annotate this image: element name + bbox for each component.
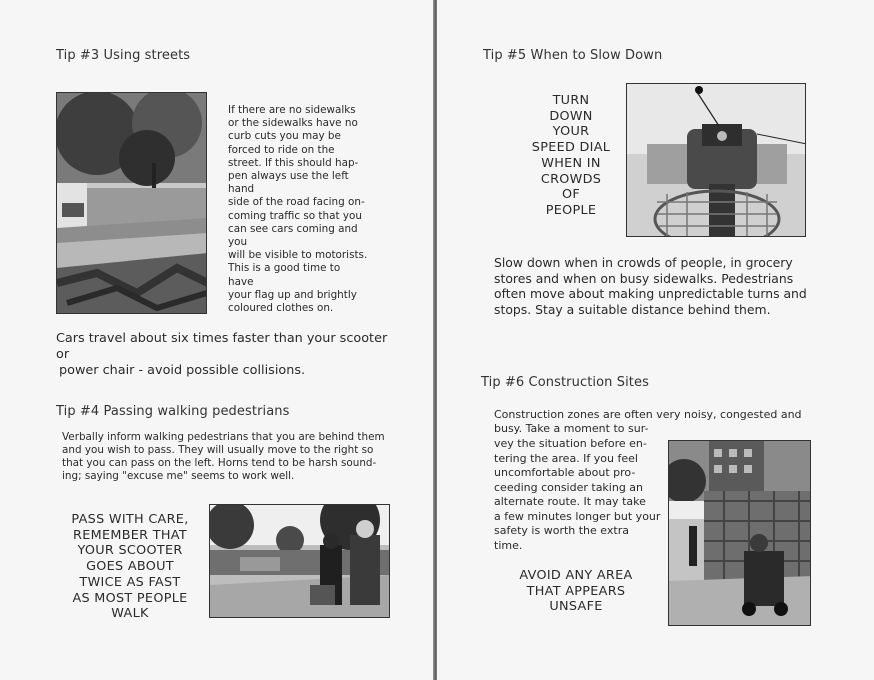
tip6-body-line: safety is worth the extra: [494, 524, 629, 537]
tip6-body-full: [494, 408, 814, 437]
tip5-body-line: stops. Stay a suitable distance behind them.: [494, 301, 771, 317]
tip6-body-line: Construction zones are often very noisy, congested and: [494, 408, 802, 421]
collision-note-line2: or: [56, 347, 70, 362]
callout-line: YOUR: [552, 124, 590, 140]
callout-line: TURN: [552, 93, 590, 108]
tip3-body-line: side of the road facing on-: [228, 196, 365, 209]
tip6-title: Tip #6 Construction Sites: [481, 375, 649, 390]
tip6-body-line: vey the situation before en-: [494, 437, 647, 450]
tip3-body-line: forced to ride on the: [228, 143, 335, 156]
tip6-body-line: a few minutes longer but your: [494, 509, 661, 523]
pedestrians-photo-icon: [209, 504, 390, 618]
callout-line: PASS WITH CARE,: [71, 512, 189, 527]
callout-line: UNSAFE: [549, 599, 603, 615]
tip3-body-line: your flag up and brightly: [228, 288, 357, 301]
tip4-body-line: and you wish to pass. They will usually move to the right so: [62, 444, 374, 456]
tip3-body-line: coming traffic so that you: [228, 209, 362, 222]
tip4-body-line: that you can pass on the left. Horns tend to be harsh sound-: [62, 457, 377, 469]
tip3-body-line: street. If this should hap-: [228, 156, 359, 169]
tip3-body-line: curb cuts you may be: [228, 130, 341, 143]
callout-line: REMEMBER THAT: [73, 527, 187, 543]
tip3-body-line: will be visible to motorists.: [228, 249, 368, 262]
callout-line: THAT APPEARS: [526, 583, 626, 599]
tip5-body-line: often move about making unpredictable turns and: [494, 286, 807, 302]
callout-line: TWICE AS FAST: [79, 574, 181, 590]
callout-line: SPEED DIAL: [531, 140, 611, 156]
tip4-title: Tip #4 Passing walking pedestrians: [56, 404, 290, 419]
tip3-title: Tip #3 Using streets: [56, 48, 191, 63]
tip3-body-line: This is a good time to have: [228, 262, 341, 288]
tip6-body-line: alternate route. It may take: [494, 495, 646, 508]
right-page: [437, 0, 874, 680]
construction-site-photo-icon: [668, 440, 811, 626]
tip3-body-line: can see cars coming and you: [228, 222, 358, 249]
tip4-body: [62, 431, 392, 483]
callout-line: CROWDS: [540, 171, 602, 187]
tip5-body: [494, 255, 814, 317]
tip5-body-line: Slow down when in crowds of people, in grocery: [494, 255, 793, 270]
collision-note-line3: power chair - avoid possible collisions.: [59, 363, 306, 378]
street-scene-photo-icon: [56, 92, 207, 314]
callout-line: YOUR SCOOTER: [77, 543, 183, 559]
tip6-body-line: time.: [494, 538, 523, 552]
callout-line: DOWN: [549, 108, 593, 124]
tip6-body-line: ceeding consider taking an: [494, 480, 644, 494]
tip3-body: [228, 104, 368, 315]
tip3-body-line: pen always use the left hand: [228, 170, 349, 196]
tip6-body-narrow: [494, 437, 662, 553]
tip6-body-line: tering the area. If you feel: [494, 451, 638, 465]
tip4-body-line: Verbally inform walking pedestrians that you are behind them: [62, 431, 385, 443]
collision-note: [56, 331, 416, 379]
tip5-callout: [519, 93, 623, 219]
collision-note-line1: Cars travel about six times faster than your scooter: [56, 331, 388, 346]
callout-line: AS MOST PEOPLE: [72, 590, 188, 606]
tip3-body-line: If there are no sidewalks: [228, 104, 356, 116]
tip6-callout: [501, 568, 651, 615]
tip4-callout: [56, 512, 204, 622]
tip3-body-line: coloured clothes on.: [228, 302, 334, 315]
tip6-body-line: busy. Take a moment to sur-: [494, 422, 649, 436]
tip6-body-line: uncomfortable about pro-: [494, 466, 636, 479]
tip3-body-line: or the sidewalks have no: [228, 117, 358, 130]
callout-line: WALK: [111, 606, 149, 622]
tip5-title: Tip #5 When to Slow Down: [483, 48, 663, 63]
callout-line: PEOPLE: [545, 202, 597, 218]
callout-line: WHEN IN: [541, 155, 601, 171]
tip5-body-line: stores and when on busy sidewalks. Pedestrians: [494, 270, 794, 286]
left-page: [0, 0, 434, 680]
callout-line: GOES ABOUT: [86, 559, 174, 575]
speed-dial-photo-icon: [626, 83, 806, 237]
callout-line: OF: [561, 187, 581, 203]
tip4-body-line: ing; saying "excuse me" seems to work well.: [62, 470, 295, 482]
callout-line: AVOID ANY AREA: [519, 568, 633, 583]
